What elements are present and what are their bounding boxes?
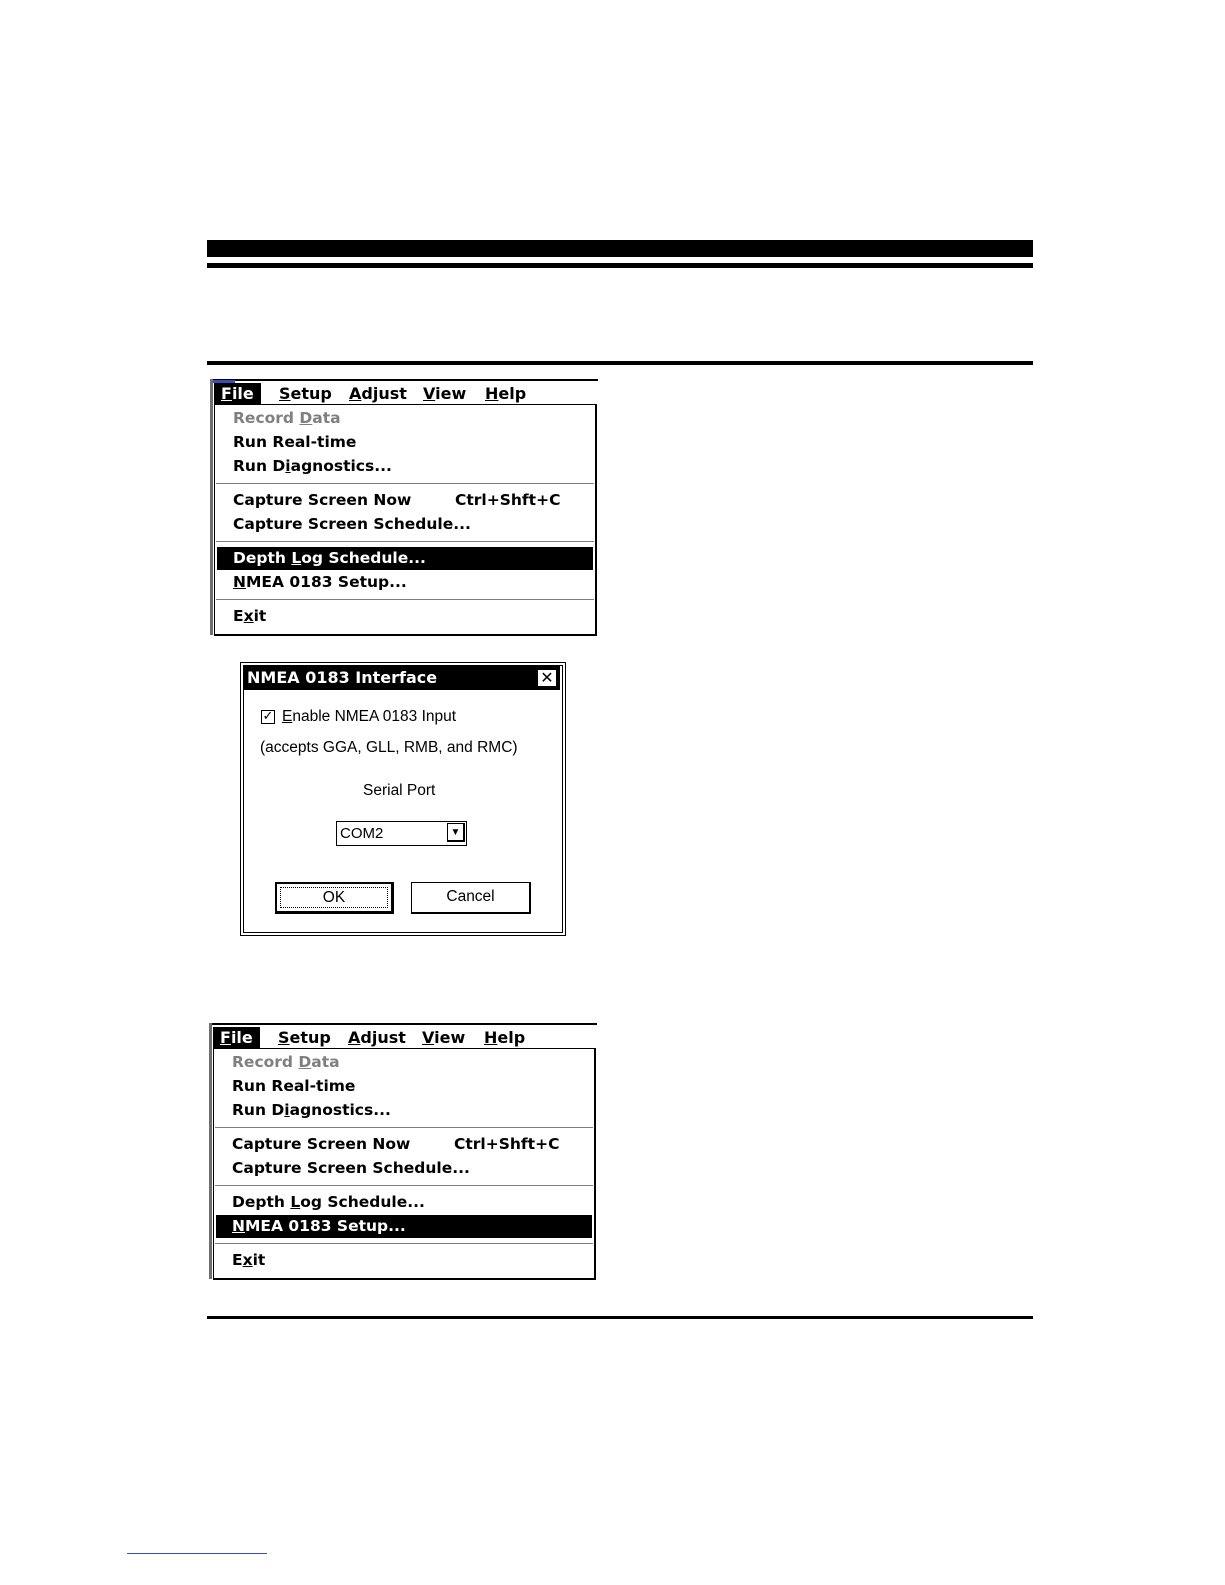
accel-key: V [423, 384, 436, 403]
accel-key: L [291, 549, 302, 567]
menu-label: iew [434, 1028, 466, 1047]
accel-key: H [485, 384, 499, 403]
checkmark-icon: ✓ [262, 709, 274, 724]
window-edge [209, 1023, 597, 1025]
window-edge [209, 1023, 212, 1279]
accel-key: E [282, 708, 293, 725]
accel-key: i [284, 1101, 290, 1119]
menu-view[interactable] [416, 383, 473, 405]
ok-button[interactable] [275, 882, 394, 914]
menu-label: iew [435, 384, 467, 403]
menu-item-capture-screen-schedule[interactable] [216, 1157, 592, 1180]
menu-separator [216, 599, 594, 601]
accel-key: F [220, 1028, 231, 1047]
cancel-button[interactable] [411, 882, 531, 914]
item-text: Run Real-time [232, 1077, 356, 1095]
item-text: E [232, 1251, 243, 1269]
accel-key: x [243, 607, 254, 625]
menu-label: djust [361, 384, 407, 403]
menu-view[interactable] [415, 1027, 472, 1049]
menu-item-run-realtime[interactable] [216, 1075, 592, 1098]
menu-separator [216, 483, 594, 485]
accel-key: L [290, 1193, 301, 1211]
menu-item-run-diagnostics[interactable] [217, 455, 593, 478]
menu-item-nmea-setup[interactable] [217, 571, 593, 594]
menu-setup[interactable] [271, 1027, 338, 1049]
file-dropdown [213, 1048, 596, 1280]
menu-file[interactable] [214, 383, 261, 405]
item-text: Record [233, 409, 300, 427]
menu-item-depth-log-schedule[interactable] [217, 547, 593, 570]
menu-label: etup [289, 1028, 331, 1047]
dropdown-arrow-icon[interactable]: ▼ [447, 823, 465, 842]
menu-separator [215, 1243, 593, 1245]
section-rule [207, 361, 1033, 365]
menu-item-depth-log-schedule[interactable] [216, 1191, 592, 1214]
file-menu-screenshot-top [210, 379, 598, 635]
accel-key: A [348, 1028, 361, 1047]
menu-item-run-diagnostics[interactable] [216, 1099, 592, 1122]
menu-separator [215, 1127, 593, 1129]
menu-help[interactable] [478, 383, 533, 405]
enable-nmea-checkbox[interactable] [261, 710, 275, 724]
enable-nmea-label[interactable] [282, 708, 456, 726]
menu-label: elp [498, 384, 527, 403]
menu-label: ile [230, 1028, 253, 1047]
item-text: it [253, 607, 267, 625]
menu-adjust[interactable] [341, 1027, 413, 1049]
menu-label: etup [290, 384, 332, 403]
item-text: Run Real-time [233, 433, 357, 451]
menu-item-record-data [217, 407, 593, 430]
shortcut-text: Ctrl+Shft+C [455, 491, 561, 509]
serial-port-label: Serial Port [363, 782, 436, 799]
header-thick-rule [207, 240, 1033, 257]
accel-key: F [221, 384, 232, 403]
file-dropdown [214, 404, 597, 636]
menu-label: ile [231, 384, 254, 403]
accepts-note: (accepts GGA, GLL, RMB, and RMC) [260, 739, 518, 756]
item-text: Depth [232, 1193, 291, 1211]
accel-key: H [484, 1028, 498, 1047]
accel-key: N [233, 573, 246, 591]
item-text: Capture Screen Now [232, 1135, 411, 1153]
accel-key: S [279, 384, 291, 403]
menu-item-capture-screen-now[interactable] [217, 489, 593, 512]
nmea-interface-dialog [240, 662, 566, 936]
footer-link-underline [127, 1553, 267, 1554]
accel-key: V [422, 1028, 435, 1047]
item-text: MEA 0183 Setup... [245, 573, 407, 591]
cancel-label: Cancel [446, 888, 495, 905]
menu-item-record-data [216, 1051, 592, 1074]
serial-port-value: COM2 [340, 825, 384, 842]
accel-key: A [349, 384, 362, 403]
header-thin-rule [207, 263, 1033, 268]
accel-key: D [298, 1053, 312, 1071]
item-text: Record [232, 1053, 299, 1071]
dialog-titlebar [244, 666, 560, 690]
item-text: og Schedule... [300, 1193, 425, 1211]
accel-key: S [278, 1028, 290, 1047]
shortcut-text: Ctrl+Shft+C [454, 1135, 560, 1153]
menu-label: djust [360, 1028, 406, 1047]
item-text: agnostics... [289, 1101, 391, 1119]
footer-rule [207, 1316, 1033, 1319]
menu-separator [216, 541, 594, 543]
menu-setup[interactable] [272, 383, 339, 405]
item-text: Depth [233, 549, 292, 567]
menu-adjust[interactable] [342, 383, 414, 405]
item-text: E [233, 607, 244, 625]
menu-item-capture-screen-now[interactable] [216, 1133, 592, 1156]
ok-label: OK [322, 889, 346, 906]
focus-rect [280, 887, 388, 908]
item-text: agnostics... [290, 457, 392, 475]
serial-port-select[interactable] [336, 821, 467, 846]
item-text: Run D [233, 457, 286, 475]
close-button[interactable] [537, 669, 557, 687]
menu-item-run-realtime[interactable] [217, 431, 593, 454]
menu-item-capture-screen-schedule[interactable] [217, 513, 593, 536]
menu-item-exit[interactable] [217, 605, 593, 628]
menu-separator [215, 1185, 593, 1187]
item-text: Run D [232, 1101, 285, 1119]
item-text: Capture Screen Schedule... [232, 1159, 470, 1177]
item-text: it [252, 1251, 266, 1269]
item-text: ata [311, 1053, 340, 1071]
item-text: MEA 0183 Setup... [244, 1217, 406, 1235]
accel-key: N [232, 1217, 245, 1235]
item-text: Capture Screen Now [233, 491, 412, 509]
window-edge [210, 379, 598, 381]
menu-item-nmea-setup[interactable] [216, 1215, 592, 1238]
item-text: og Schedule... [301, 549, 426, 567]
item-text: ata [312, 409, 341, 427]
accel-key: x [242, 1251, 253, 1269]
close-icon: ✕ [540, 668, 554, 687]
accel-key: i [285, 457, 291, 475]
label-text: nable NMEA 0183 Input [292, 708, 457, 725]
accel-key: D [299, 409, 313, 427]
menu-help[interactable] [477, 1027, 532, 1049]
menu-file[interactable] [213, 1027, 260, 1049]
menu-label: elp [497, 1028, 526, 1047]
menu-item-exit[interactable] [216, 1249, 592, 1272]
dialog-title: NMEA 0183 Interface [247, 668, 438, 687]
file-menu-screenshot-bottom [209, 1023, 597, 1279]
window-edge [210, 379, 213, 635]
item-text: Capture Screen Schedule... [233, 515, 471, 533]
